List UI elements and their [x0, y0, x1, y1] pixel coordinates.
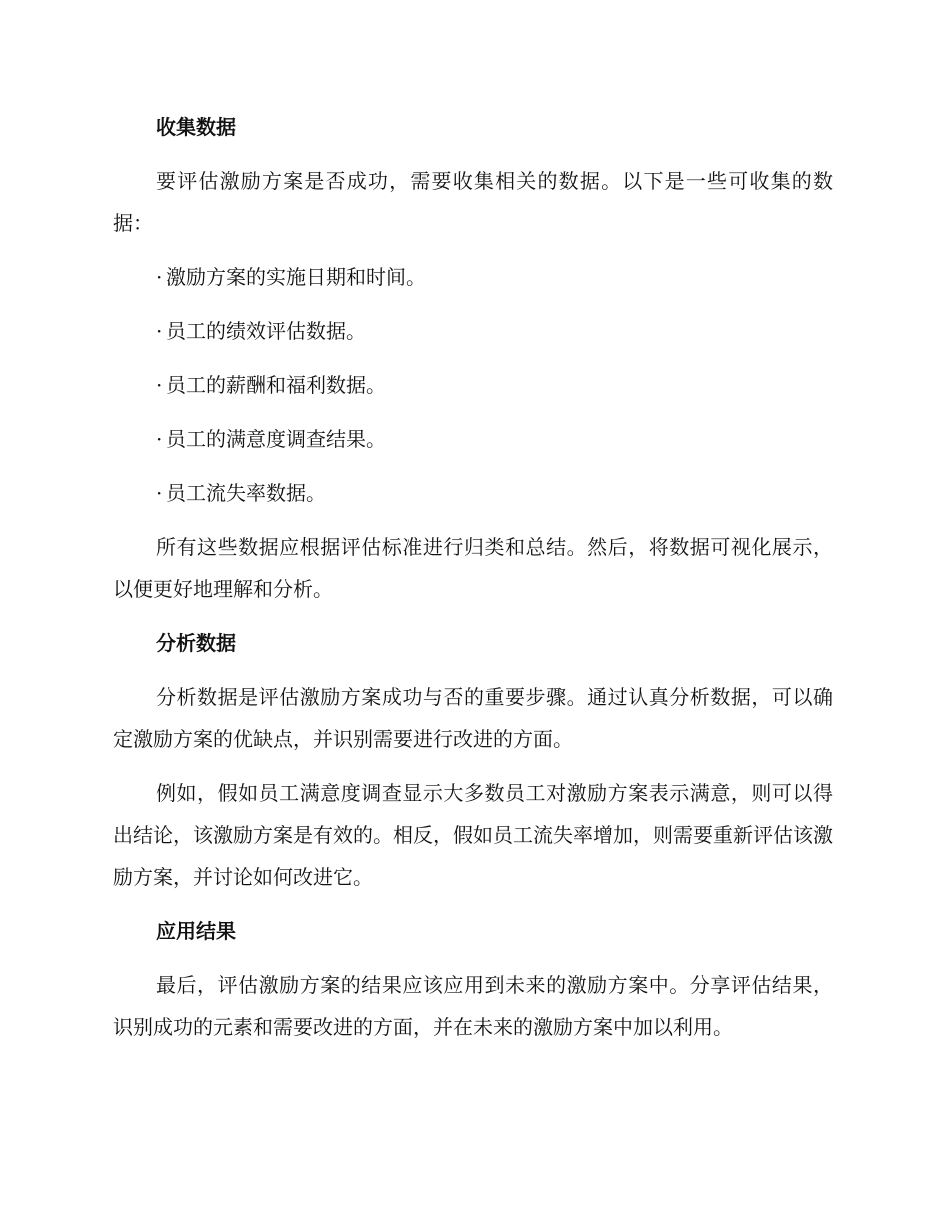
- bullet-icon: ·: [156, 265, 163, 289]
- section-heading-collect: 收集数据: [156, 115, 236, 139]
- list-item: [113, 256, 833, 298]
- list-item-text: 员工的绩效评估数据。: [166, 319, 366, 343]
- analyze-paragraph-2: 例如，假如员工满意度调查显示大多数员工对激励方案表示满意，则可以得出结论，该激励方案是有效的。相反，假如员工流失率增加，则需要重新评估该激励方案，并讨论如何改进它。: [113, 781, 833, 889]
- apply-paragraph-1: 最后，评估激励方案的结果应该应用到未来的激励方案中。分享评估结果，识别成功的元素和需要改进的方面，并在未来的激励方案中加以利用。: [113, 973, 833, 1039]
- bullet-icon: ·: [156, 373, 163, 397]
- list-item-text: 员工流失率数据。: [166, 481, 326, 505]
- collect-intro-paragraph: 要评估激励方案是否成功，需要收集相关的数据。以下是一些可收集的数据：: [113, 169, 833, 235]
- bullet-icon: ·: [156, 427, 163, 451]
- document-body: [113, 106, 833, 1060]
- section-heading-analyze: 分析数据: [156, 631, 236, 655]
- collect-summary-paragraph: 所有这些数据应根据评估标准进行归类和总结。然后，将数据可视化展示，以便更好地理解和分析。: [113, 535, 833, 601]
- section-heading-apply: 应用结果: [156, 919, 236, 943]
- list-item: [113, 472, 833, 514]
- list-item: [113, 364, 833, 406]
- bullet-icon: ·: [156, 319, 163, 343]
- list-item-text: 激励方案的实施日期和时间。: [166, 265, 426, 289]
- list-item: [113, 310, 833, 352]
- list-item-text: 员工的薪酬和福利数据。: [166, 373, 386, 397]
- bullet-icon: ·: [156, 481, 163, 505]
- list-item-text: 员工的满意度调查结果。: [166, 427, 386, 451]
- list-item: [113, 418, 833, 460]
- analyze-paragraph-1: 分析数据是评估激励方案成功与否的重要步骤。通过认真分析数据，可以确定激励方案的优缺点，并识别需要进行改进的方面。: [113, 685, 833, 751]
